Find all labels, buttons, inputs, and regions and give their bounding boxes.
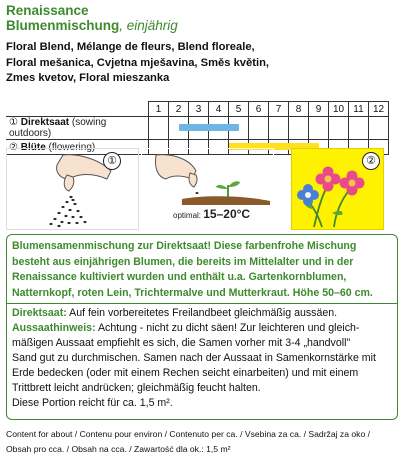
flowering-illustration	[291, 148, 384, 230]
step-two-badge: ②	[362, 152, 380, 170]
optimal-label: optimal:	[173, 211, 202, 220]
direktsaat-line	[12, 306, 392, 321]
flowering-marker: ②	[9, 141, 18, 153]
aussaat-line	[12, 321, 392, 336]
direktsaat-key: Direktsaat:	[12, 307, 67, 319]
month-cell: 7	[269, 102, 289, 117]
month-cell: 6	[249, 102, 269, 117]
calendar-month-row	[6, 102, 389, 117]
month-cell: 10	[329, 102, 349, 117]
intro-text	[12, 239, 392, 301]
intro-line: Natternkopf, roten Lein, Trichtermalve und Mutterkraut. Höhe 50–60 cm.	[12, 286, 373, 299]
month-cell: 5	[229, 102, 249, 117]
month-cell: 2	[169, 102, 189, 117]
intro-line: besteht aus einjährigen Blumen, die bereits im Mittelalter und in der	[12, 255, 354, 268]
flowering-note: (flowering)	[48, 141, 96, 153]
footer-line: Content for about / Contenu pour environ / Contenuto per ca. / Vsebina za ca. / Sadržaj za oko /	[6, 429, 371, 439]
month-cell: 8	[289, 102, 309, 117]
direktsaat-text: Auf fein vorbereitetes Freilandbeet gleichmäßig aussäen.	[66, 307, 338, 319]
divider	[7, 303, 397, 304]
sowing-label-text: Direktsaat	[20, 117, 70, 128]
portion-line: Diese Portion reicht für ca. 1,5 m².	[12, 397, 173, 409]
description-box	[6, 234, 398, 420]
calendar-corner	[6, 102, 149, 117]
step-one-badge: ①	[103, 152, 121, 170]
product-name-text: Blumenmischung	[6, 18, 120, 33]
sowing-period-bar	[179, 124, 239, 131]
month-cell: 12	[369, 102, 389, 117]
product-subtitle: , einjährig	[119, 18, 178, 33]
month-cell: 1	[149, 102, 169, 117]
month-cell: 11	[349, 102, 369, 117]
content-footer	[6, 427, 370, 457]
names-line: Floral Blend, Mélange de fleurs, Blend floreale,	[6, 41, 255, 53]
aussaat-line: Sand gut zu durchmischen. Samen nach der Aussaat in Samenkornstärke mit	[12, 352, 376, 364]
aussaat-line: Erde bedecken (oder mit einem Rechen seicht einarbeiten) und mit einem	[12, 367, 359, 379]
names-line: Zmes kvetov, Floral mieszanka	[6, 72, 170, 84]
instructions	[12, 306, 392, 411]
optimal-temperature-value: 15–20°C	[203, 207, 251, 221]
aussaat-key: Aussaathinweis:	[12, 322, 96, 334]
optimal-temperature	[173, 207, 250, 221]
translated-names	[6, 40, 406, 87]
sowing-note: (sowing outdoors)	[9, 117, 107, 139]
product-title: Renaissance	[6, 3, 89, 18]
footer-line: Obsah pro cca. / Obsah na cca. / Zawartość dla ok.: 1,5 m²	[6, 444, 231, 454]
month-cell: 3	[189, 102, 209, 117]
names-line: Floral mešanica, Cvjetna mješavina, Směs květin,	[6, 56, 270, 69]
month-cell: 9	[309, 102, 329, 117]
intro-line: Blumensamenmischung zur Direktsaat! Diese farbenfrohe Mischung	[12, 240, 357, 252]
intro-line: Renaissance kultiviert wurden und enthält u.a. Gartenkornblumen,	[12, 271, 347, 283]
aussaat-text: Achtung - nicht zu dicht säen! Zur leichteren und gleich-	[95, 322, 360, 334]
flowering-label-text: Blüte	[20, 141, 46, 153]
sowing-label	[6, 117, 149, 140]
sowing-illustration	[6, 148, 139, 230]
aussaat-line: Trittbrett leicht andrücken; gleichmäßig feucht halten.	[12, 382, 261, 394]
month-cell: 4	[209, 102, 229, 117]
sowing-marker: ①	[9, 117, 18, 128]
aussaat-line: mäßigen Aussaat empfiehlt es sich, die Samen vorher mit 3-4 „handvoll"	[12, 337, 351, 349]
product-name	[6, 18, 178, 33]
